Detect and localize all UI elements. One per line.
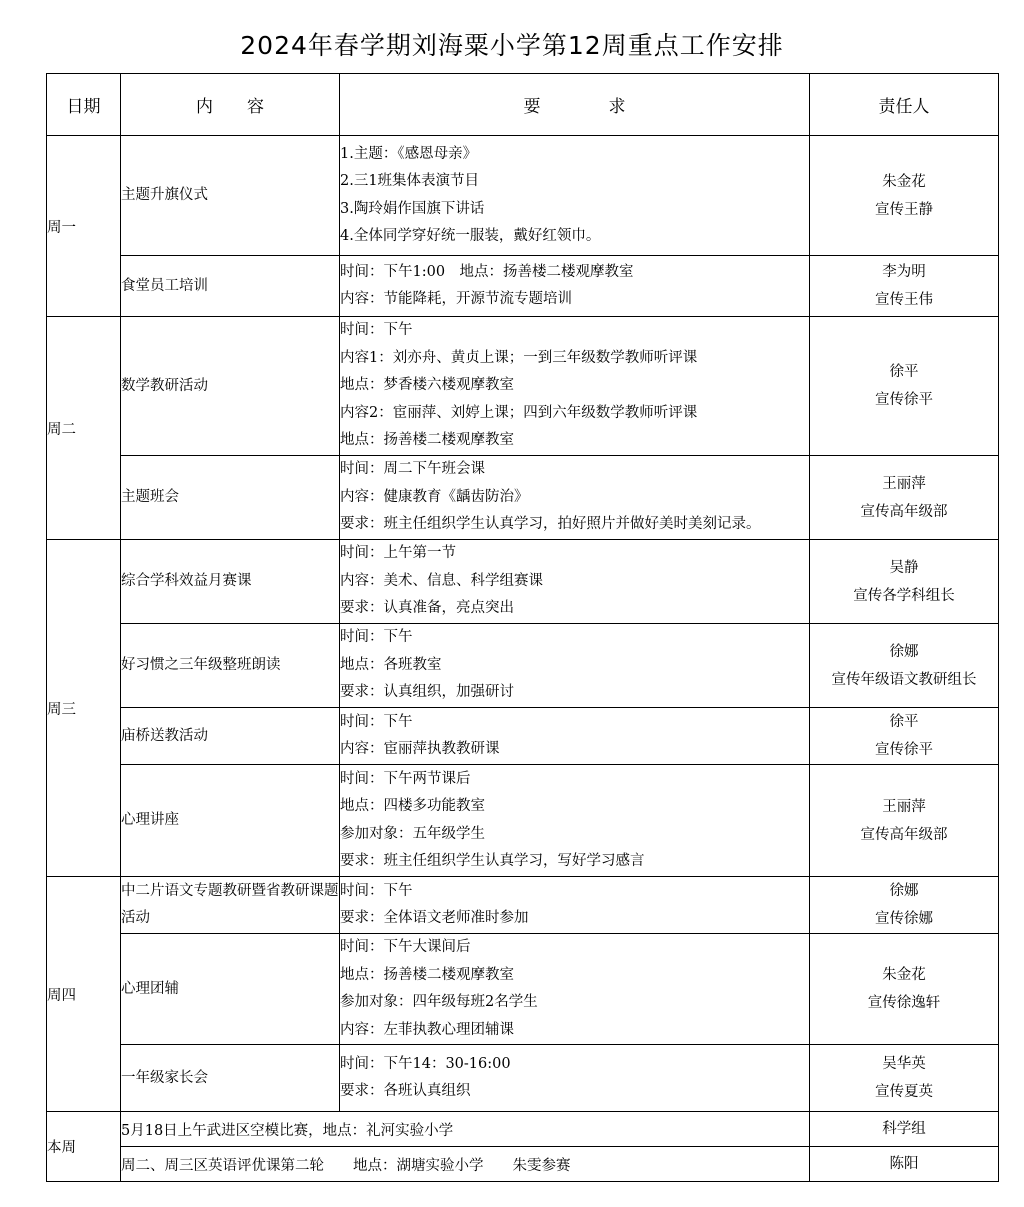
table-row bbox=[47, 256, 999, 317]
requirements-cell bbox=[340, 256, 810, 317]
day-cell: 周一 bbox=[47, 136, 121, 317]
requirements-cell bbox=[340, 540, 810, 624]
requirement-line: 内容：节能降耗，开源节流专题培训 bbox=[340, 291, 572, 307]
day-cell: 周三 bbox=[47, 540, 121, 877]
requirement-line: 时间：下午两节课后 bbox=[340, 770, 471, 787]
requirement-line: 参加对象：五年级学生 bbox=[340, 825, 485, 842]
responsible-line: 徐平 bbox=[889, 364, 919, 380]
requirement-line: 地点：四楼多功能教室 bbox=[340, 798, 485, 814]
table-row bbox=[47, 136, 999, 256]
requirement-line: 内容：宦丽萍执教教研课 bbox=[340, 741, 500, 757]
requirements-cell bbox=[340, 934, 810, 1045]
responsible-cell bbox=[810, 317, 999, 456]
responsible-cell bbox=[810, 540, 999, 624]
responsible-line: 李为明 bbox=[882, 264, 926, 280]
requirement-line: 内容：美术、信息、科学组赛课 bbox=[340, 572, 543, 589]
responsible-cell bbox=[810, 256, 999, 317]
content-cell: 好习惯之三年级整班朗读 bbox=[121, 624, 340, 708]
requirement-line: 时间：下午14：30-16:00 bbox=[340, 1055, 511, 1072]
week-row bbox=[47, 1147, 999, 1182]
responsible-line: 宣传年级语文教研组长 bbox=[831, 671, 977, 688]
requirement-line: 要求：各班认真组织 bbox=[340, 1083, 471, 1099]
responsible-line: 宣传徐平 bbox=[875, 742, 933, 758]
week-responsible-cell: 陈阳 bbox=[810, 1147, 999, 1182]
day-cell: 周二 bbox=[47, 317, 121, 540]
table-row bbox=[47, 540, 999, 624]
responsible-line: 宣传高年级部 bbox=[860, 503, 948, 520]
content-cell: 食堂员工培训 bbox=[121, 256, 340, 317]
requirements-cell bbox=[340, 456, 810, 540]
header-date: 日期 bbox=[47, 74, 121, 136]
requirement-line: 要求：班主任组织学生认真学习，写好学习感言 bbox=[340, 853, 645, 869]
requirements-cell bbox=[340, 624, 810, 708]
content-cell: 心理团辅 bbox=[121, 934, 340, 1045]
content-cell: 综合学科效益月赛课 bbox=[121, 540, 340, 624]
requirement-line: 要求：全体语文老师准时参加 bbox=[340, 910, 529, 926]
table-row bbox=[47, 317, 999, 456]
requirement-line: 时间：下午大课间后 bbox=[340, 939, 471, 955]
requirement-line: 内容2：宦丽萍、刘婷上课；四到六年级数学教师听评课 bbox=[340, 404, 698, 421]
requirements-cell bbox=[340, 708, 810, 765]
requirements-cell bbox=[340, 1045, 810, 1112]
responsible-cell bbox=[810, 765, 999, 877]
header-responsible: 责任人 bbox=[810, 74, 999, 136]
content-cell: 主题升旗仪式 bbox=[121, 136, 340, 256]
responsible-cell bbox=[810, 708, 999, 765]
responsible-cell bbox=[810, 624, 999, 708]
responsible-line: 徐娜 bbox=[889, 643, 919, 660]
requirement-line: 时间：下午 bbox=[340, 322, 413, 339]
responsible-line: 宣传夏英 bbox=[875, 1084, 933, 1100]
responsible-line: 宣传王静 bbox=[875, 201, 933, 218]
requirement-line: 3.陶玲娟作国旗下讲话 bbox=[340, 200, 485, 217]
content-cell: 数学教研活动 bbox=[121, 317, 340, 456]
table-row bbox=[47, 765, 999, 877]
table-row bbox=[47, 456, 999, 540]
requirement-line: 时间：下午 bbox=[340, 882, 413, 899]
content-cell: 心理讲座 bbox=[121, 765, 340, 877]
responsible-line: 宣传徐平 bbox=[875, 392, 933, 408]
requirement-line: 时间：下午1:00 地点：扬善楼二楼观摩教室 bbox=[340, 263, 634, 280]
responsible-cell bbox=[810, 136, 999, 256]
content-cell: 主题班会 bbox=[121, 456, 340, 540]
requirement-line: 内容：左菲执教心理团辅课 bbox=[340, 1021, 514, 1038]
requirement-line: 要求：认真准备，亮点突出 bbox=[340, 600, 514, 617]
responsible-line: 王丽萍 bbox=[882, 475, 926, 492]
responsible-line: 宣传王伟 bbox=[875, 292, 933, 308]
table-row bbox=[47, 877, 999, 934]
day-cell: 周四 bbox=[47, 877, 121, 1112]
responsible-cell bbox=[810, 1045, 999, 1112]
responsible-line: 徐娜 bbox=[889, 883, 919, 899]
responsible-line: 王丽萍 bbox=[882, 798, 926, 815]
header-row bbox=[47, 74, 999, 136]
responsible-line: 宣传徐逸轩 bbox=[867, 995, 941, 1011]
table-row bbox=[47, 624, 999, 708]
responsible-line: 宣传徐娜 bbox=[875, 911, 933, 927]
week-note-cell: 周二、周三区英语评优课第二轮 地点：湖塘实验小学 朱雯参赛 bbox=[121, 1147, 810, 1182]
week-label-cell: 本周 bbox=[47, 1112, 121, 1182]
responsible-line: 朱金花 bbox=[882, 173, 926, 190]
requirement-line: 地点：各班教室 bbox=[340, 656, 442, 673]
responsible-line: 朱金花 bbox=[882, 967, 926, 983]
requirement-line: 地点：扬善楼二楼观摩教室 bbox=[340, 432, 514, 449]
content-cell: 中二片语文专题教研暨省教研课题活动 bbox=[121, 877, 340, 934]
responsible-line: 徐平 bbox=[889, 714, 919, 730]
responsible-cell bbox=[810, 456, 999, 540]
requirement-line: 要求：认真组织，加强研讨 bbox=[340, 684, 514, 701]
requirement-line: 地点：梦香楼六楼观摩教室 bbox=[340, 377, 514, 394]
table-row bbox=[47, 708, 999, 765]
page-title: 2024年春学期刘海粟小学第12周重点工作安排 bbox=[240, 31, 784, 60]
requirement-line: 内容：健康教育《龋齿防治》 bbox=[340, 488, 529, 505]
requirement-line: 内容1：刘亦舟、黄贞上课；一到三年级数学教师听评课 bbox=[340, 349, 698, 366]
header-requirements: 要 求 bbox=[340, 74, 810, 136]
requirement-line: 时间：周二下午班会课 bbox=[340, 461, 485, 478]
requirement-line: 参加对象：四年级每班2名学生 bbox=[340, 994, 538, 1010]
week-note-cell: 5月18日上午武进区空模比赛，地点：礼河实验小学 bbox=[121, 1112, 810, 1147]
responsible-line: 宣传各学科组长 bbox=[853, 587, 955, 604]
responsible-line: 吴静 bbox=[889, 559, 919, 576]
requirements-cell bbox=[340, 877, 810, 934]
schedule-table bbox=[46, 73, 999, 1182]
requirement-line: 时间：上午第一节 bbox=[340, 545, 456, 562]
table-row bbox=[47, 1045, 999, 1112]
requirement-line: 2.三1班集体表演节目 bbox=[340, 173, 480, 189]
responsible-cell bbox=[810, 877, 999, 934]
requirements-cell bbox=[340, 765, 810, 877]
content-cell: 一年级家长会 bbox=[121, 1045, 340, 1112]
requirement-line: 1.主题：《感恩母亲》 bbox=[340, 145, 478, 162]
responsible-line: 吴华英 bbox=[882, 1056, 926, 1072]
requirements-cell bbox=[340, 317, 810, 456]
requirement-line: 4.全体同学穿好统一服装，戴好红领巾。 bbox=[340, 228, 601, 244]
requirement-line: 要求：班主任组织学生认真学习，拍好照片并做好美时美刻记录。 bbox=[340, 516, 761, 533]
week-responsible-cell: 科学组 bbox=[810, 1112, 999, 1147]
responsible-cell bbox=[810, 934, 999, 1045]
table-row bbox=[47, 934, 999, 1045]
week-row bbox=[47, 1112, 999, 1147]
header-content: 内 容 bbox=[121, 74, 340, 136]
responsible-line: 宣传高年级部 bbox=[860, 826, 948, 843]
requirement-line: 时间：下午 bbox=[340, 629, 413, 646]
requirement-line: 时间：下午 bbox=[340, 713, 413, 730]
content-cell: 庙桥送教活动 bbox=[121, 708, 340, 765]
requirements-cell bbox=[340, 136, 810, 256]
requirement-line: 地点：扬善楼二楼观摩教室 bbox=[340, 966, 514, 983]
